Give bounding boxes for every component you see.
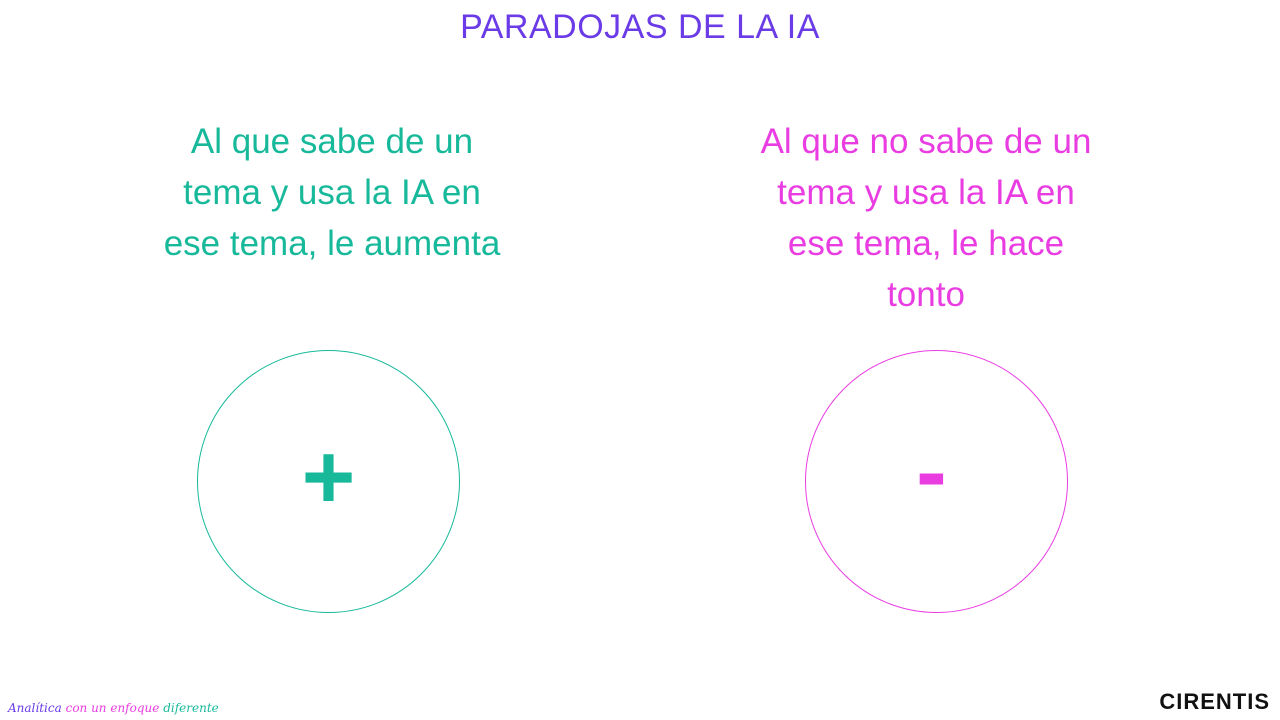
cirentis-logo: CIRENTIS [1159,689,1270,714]
minus-circle [805,350,1068,613]
footer-tagline [8,701,219,715]
tagline-word-analitica: Analítica [8,701,62,715]
slide-title: PARADOJAS DE LA IA [460,8,820,46]
left-statement: Al que sabe de un tema y usa la IA en ese tema, le aumenta [163,122,501,263]
plus-circle [197,350,460,613]
tagline-word-enfoque: con un enfoque [65,701,160,715]
plus-icon: + [301,426,356,528]
right-statement: Al que no sabe de un tema y usa la IA en ese tema, le hace tonto [760,122,1092,314]
tagline-word-diferente: diferente [163,701,219,715]
minus-icon: - [916,421,947,523]
